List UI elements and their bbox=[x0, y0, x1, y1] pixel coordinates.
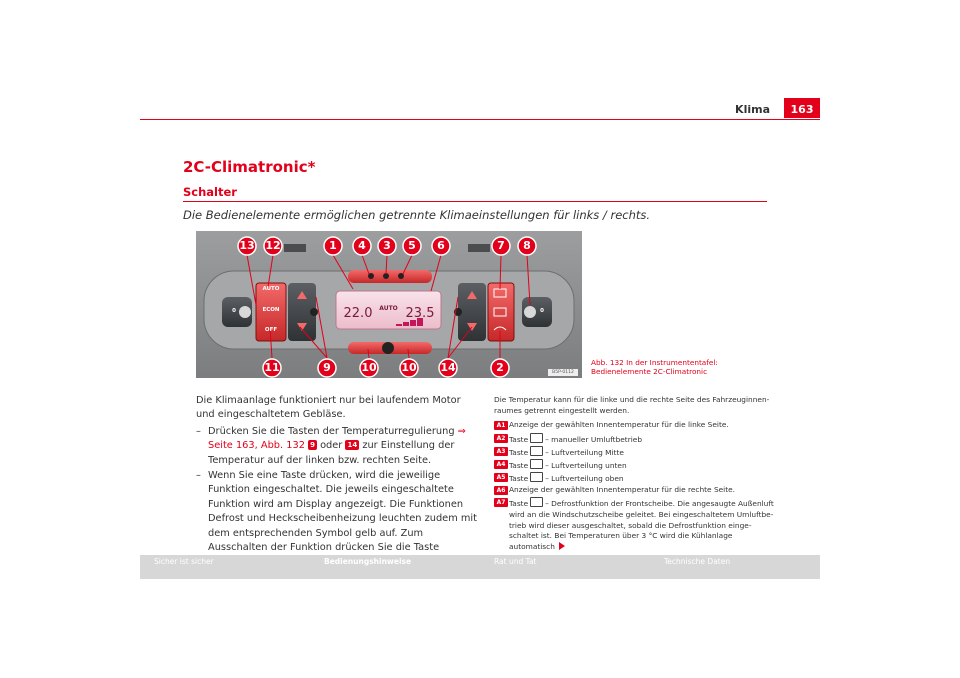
left-knob-label: 0 bbox=[232, 308, 236, 314]
legend-text: Taste bbox=[509, 474, 529, 483]
legend-desc: – Luftverteilung Mitte bbox=[545, 448, 624, 457]
display-temp-left: 22.0 bbox=[343, 306, 373, 321]
legend-desc: – manueller Umluftbetrieb bbox=[545, 435, 643, 444]
callout-ref-14: 14 bbox=[347, 441, 358, 450]
legend-item-a7 bbox=[494, 497, 776, 553]
auto-button-label: AUTO bbox=[262, 286, 280, 292]
figure-code: B5P-0112 bbox=[552, 370, 574, 375]
callout-10b: 10 bbox=[401, 361, 417, 374]
legend-desc: – Luftverteilung unten bbox=[545, 461, 627, 470]
callout-14: 14 bbox=[440, 361, 456, 374]
running-header-title: Klima bbox=[735, 103, 770, 116]
display-temp-right: 23.5 bbox=[405, 306, 435, 321]
air-up-key-icon bbox=[530, 472, 543, 482]
legend-item-a6 bbox=[494, 485, 776, 496]
figure-caption: Abb. 132 In der Instrumententafel: Bedienelemente 2C-Climatronic bbox=[591, 358, 718, 376]
legend-line bbox=[509, 459, 776, 472]
air-center-key-icon bbox=[530, 446, 543, 456]
callout-2: 2 bbox=[496, 361, 504, 374]
air-down-key-icon bbox=[530, 459, 543, 469]
bullet-item bbox=[196, 425, 481, 468]
bullet1-text-mid: oder bbox=[316, 440, 346, 452]
legend-badge: A7 bbox=[494, 498, 508, 507]
continue-arrow-icon bbox=[559, 542, 565, 550]
callout-11: 11 bbox=[264, 361, 280, 374]
legend-badge: A2 bbox=[494, 434, 508, 443]
bullet-dash: – bbox=[196, 426, 201, 437]
legend-text: Taste bbox=[509, 435, 529, 444]
legend-desc: – Luftverteilung oben bbox=[545, 474, 624, 483]
bullet-text bbox=[208, 425, 481, 468]
callout-9: 9 bbox=[323, 361, 331, 374]
subsection-rule bbox=[183, 201, 767, 202]
legend-text: Anzeige der gewählten Innentemperatur für die linke Seite. bbox=[509, 420, 729, 429]
legend-item-a1 bbox=[494, 420, 776, 431]
callout-1: 1 bbox=[329, 239, 337, 252]
legend-item-a5 bbox=[494, 472, 776, 485]
legend-badge: A1 bbox=[494, 421, 508, 430]
right-knob-label: 0 bbox=[540, 308, 544, 314]
figure-reference-link[interactable]: ⇒ Seite 163, Abb. 132 bbox=[208, 426, 466, 452]
page-number: 163 bbox=[784, 98, 820, 118]
bullet1-text-b: zur Einstellung der Temperatur auf der linken bzw. rechten Seite. bbox=[208, 440, 455, 466]
footer-tab-operation[interactable]: Bedienungshinweise bbox=[310, 555, 480, 579]
callout-7: 7 bbox=[497, 239, 505, 252]
legend-text: Anzeige der gewählten Innentemperatur für die rechte Seite. bbox=[509, 485, 736, 494]
legend-desc: – Defrostfunktion der Frontscheibe. Die angesaugte Außenluft wird an die Windschutzscheibe geleitet. Bei eingeschaltetem Umluftbetrieb wird dieser ausgeschaltet, sobald die Defrostfunktion eingeschaltet ist. Bei Temperaturen über 3 °C wird die Kühlanlage automatisch bbox=[509, 499, 774, 552]
right-intro: Die Temperatur kann für die linke und die rechte Seite des Fahrzeuginnenraumes getrennt eingestellt werden. bbox=[494, 395, 770, 415]
intro-text: Die Bedienelemente ermöglichen getrennte Klimaeinstellungen für links / rechts. bbox=[183, 208, 651, 222]
callout-4: 4 bbox=[358, 239, 366, 252]
callout-8: 8 bbox=[523, 239, 531, 252]
legend-line bbox=[509, 433, 776, 446]
econ-button-label: ECON bbox=[262, 307, 280, 313]
legend-item-a4 bbox=[494, 459, 776, 472]
legend-text: Taste bbox=[509, 499, 529, 508]
footer-tab-technical[interactable]: Technische Daten bbox=[650, 555, 820, 579]
legend-line bbox=[509, 497, 776, 553]
callout-ref-9: 9 bbox=[310, 441, 315, 450]
legend-line bbox=[509, 446, 776, 459]
climatronic-figure bbox=[196, 231, 582, 378]
header-rule bbox=[140, 119, 820, 120]
callout-12: 12 bbox=[265, 239, 281, 252]
legend-item-a2 bbox=[494, 433, 776, 446]
legend-badge: A6 bbox=[494, 486, 508, 495]
footer-nav bbox=[140, 555, 820, 579]
callout-13: 13 bbox=[239, 239, 255, 252]
section-title: 2C-Climatronic* bbox=[183, 158, 316, 176]
left-intro: Die Klimaanlage funktioniert nur bei laufendem Motor und eingeschaltetem Gebläse. bbox=[196, 395, 461, 421]
legend-badge: A4 bbox=[494, 460, 508, 469]
callout-5: 5 bbox=[408, 239, 416, 252]
callout-6: 6 bbox=[437, 239, 445, 252]
bullet1-text-a: Drücken Sie die Tasten der Temperaturregulierung bbox=[208, 426, 458, 437]
legend-item-a3 bbox=[494, 446, 776, 459]
bullet2-text: Wenn Sie eine Taste drücken, wird die jeweilige Funktion eingeschaltet. Die jeweils eingeschaltete Funktion wird am Display angezeigt. Die Funktionen Defrost und Heckscheibenheizung leuchten zudem mit dem entsprechenden Symbol gelb auf. Zum Ausschalten der Funktion drücken Sie die Taste bbox=[208, 470, 477, 554]
legend-badge: A3 bbox=[494, 447, 508, 456]
display-mode: AUTO bbox=[379, 305, 398, 312]
footer-tab-safety[interactable]: Sicher ist sicher bbox=[140, 555, 310, 579]
bullet-dash: – bbox=[196, 470, 201, 481]
subsection-title: Schalter bbox=[183, 185, 237, 199]
legend-text: Taste bbox=[509, 448, 529, 457]
defrost-key-icon bbox=[530, 497, 543, 507]
legend-badge: A5 bbox=[494, 473, 508, 482]
callout-3: 3 bbox=[383, 239, 391, 252]
callout-10a: 10 bbox=[361, 361, 377, 374]
legend-text: Taste bbox=[509, 461, 529, 470]
off-button-label: OFF bbox=[264, 327, 278, 333]
legend-line bbox=[509, 472, 776, 485]
recirculation-key-icon bbox=[530, 433, 543, 443]
footer-tab-tips[interactable]: Rat und Tat bbox=[480, 555, 650, 579]
